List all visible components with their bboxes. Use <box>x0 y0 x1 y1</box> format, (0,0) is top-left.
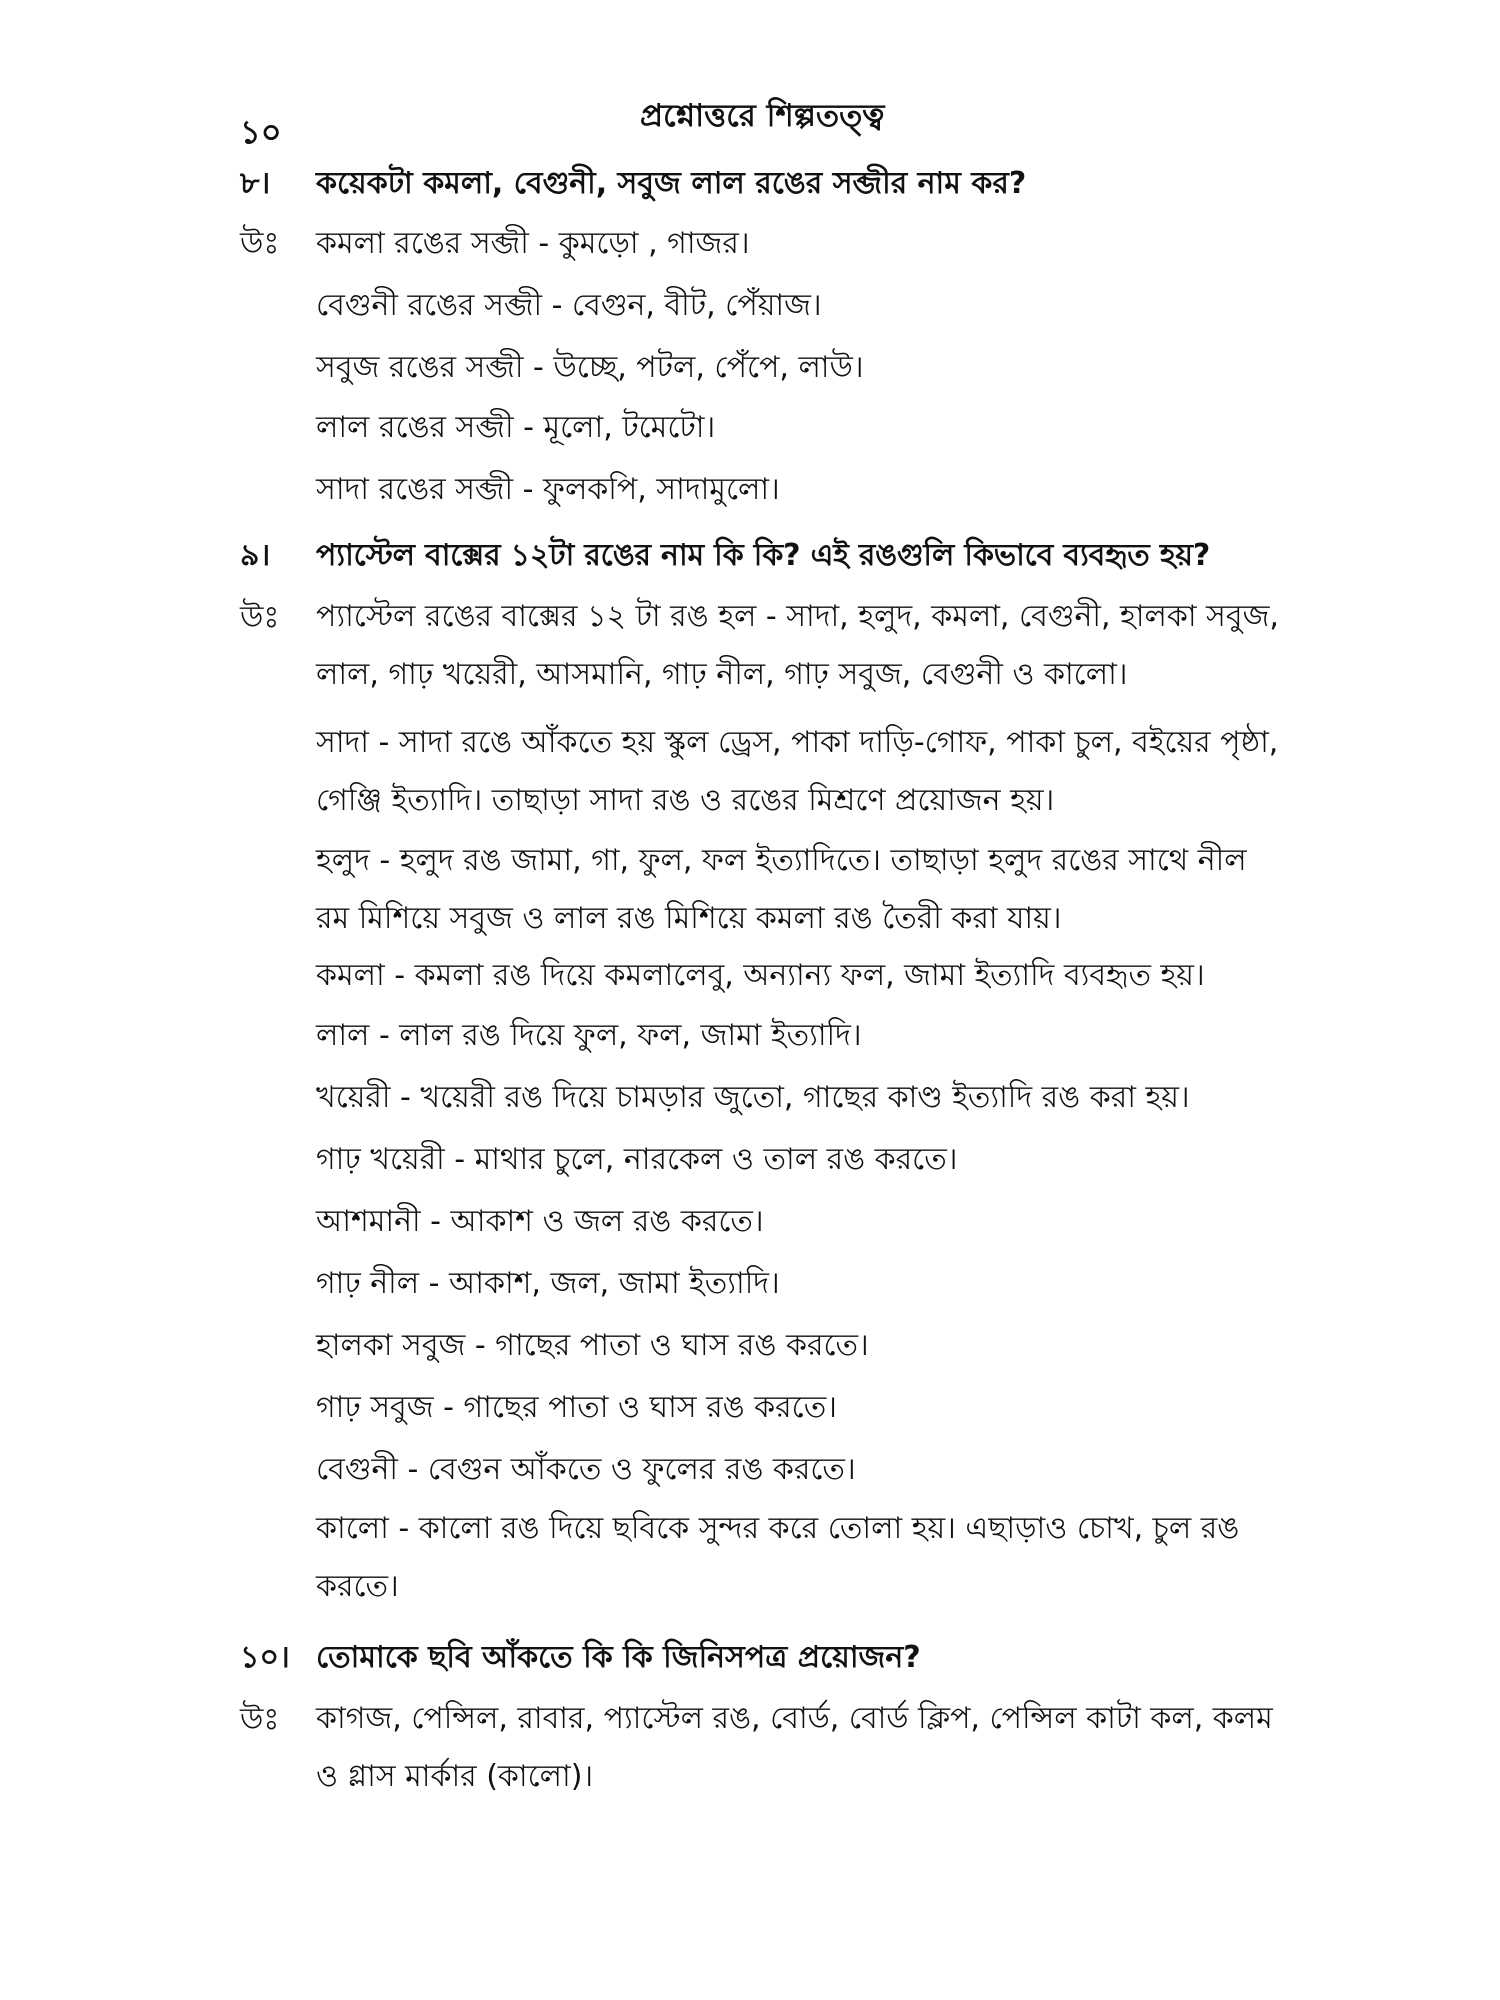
color-use-sky-blue: আশমানী - আকাশ ও জল রঙ করতে। <box>316 1204 764 1239</box>
question-number: ১০। <box>240 1640 290 1675</box>
answer-line: সাদা রঙের সব্জী - ফুলকপি, সাদামুলো। <box>316 472 780 507</box>
color-use-dark-brown: গাঢ় খয়েরী - মাথার চুলে, নারকেল ও তাল রঙ করতে। <box>316 1142 958 1177</box>
question-text: তোমাকে ছবি আঁকতে কি কি জিনিসপত্র প্রয়োজন? <box>316 1640 921 1675</box>
answer-text: কাগজ, পেন্সিল, রাবার, প্যাস্টেল রঙ, বোর্ড, বোর্ড ক্লিপ, পেন্সিল কাটা কল, কলম ও গ্লাস মার্কার (কালো)। <box>316 1701 1273 1794</box>
answer-label: উঃ <box>240 1702 280 1737</box>
question-number: ৮। <box>240 166 271 201</box>
color-use-white: সাদা - সাদা রঙে আঁকতে হয় স্কুল ড্রেস, পাকা দাড়ি-গোফ, পাকা চুল, বইয়ের পৃষ্ঠা, গেঞ্জি ইত্যাদি। তাছাড়া সাদা রঙ ও রঙের মিশ্রণে প্রয়োজন হয়। <box>316 725 1279 818</box>
color-use-dark-green: গাঢ় সবুজ - গাছের পাতা ও ঘাস রঙ করতে। <box>316 1390 837 1425</box>
color-use-black: কালো - কালো রঙ দিয়ে ছবিকে সুন্দর করে তোলা হয়। এছাড়াও চোখ, চুল রঙ করতে। <box>316 1511 1240 1604</box>
color-use-orange: কমলা - কমলা রঙ দিয়ে কমলালেবু, অন্যান্য ফল, জামা ইত্যাদি ব্যবহৃত হয়। <box>316 958 1205 993</box>
color-use-dark-blue: গাঢ় নীল - আকাশ, জল, জামা ইত্যাদি। <box>316 1266 780 1301</box>
page-number: ১০ <box>240 113 282 151</box>
color-use-light-green: হালকা সবুজ - গাছের পাতা ও ঘাস রঙ করতে। <box>316 1328 869 1363</box>
color-use-brown: খয়েরী - খয়েরী রঙ দিয়ে চামড়ার জুতো, গাছের কাণ্ড ইত্যাদি রঙ করা হয়। <box>316 1080 1190 1115</box>
question-text: কয়েকটা কমলা, বেগুনী, সবুজ লাল রঙের সব্জীর নাম কর? <box>316 166 1027 201</box>
answer-label: উঃ <box>240 226 280 261</box>
answer-line: কমলা রঙের সব্জী - কুমড়ো , গাজর। <box>316 226 750 261</box>
answer-intro: প্যাস্টেল রঙের বাক্সের ১২ টা রঙ হল - সাদা, হলুদ, কমলা, বেগুনী, হালকা সবুজ, লাল, গাঢ় খয়েরী, আসমানি, গাঢ় নীল, গাঢ় সবুজ, বেগুনী ও কালো। <box>316 599 1279 692</box>
question-number: ৯। <box>240 538 271 573</box>
question-text: প্যাস্টেল বাক্সের ১২টা রঙের নাম কি কি? এই রঙগুলি কিভাবে ব্যবহৃত হয়? <box>316 538 1211 573</box>
answer-line: লাল রঙের সব্জী - মূলো, টমেটো। <box>316 410 716 445</box>
answer-label: উঃ <box>240 600 280 635</box>
running-title: প্রশ্নোত্তরে শিল্পতত্ত্ব <box>640 98 885 134</box>
color-use-red: লাল - লাল রঙ দিয়ে ফুল, ফল, জামা ইত্যাদি। <box>316 1018 862 1053</box>
color-use-purple: বেগুনী - বেগুন আঁকতে ও ফুলের রঙ করতে। <box>316 1452 856 1487</box>
answer-line: সবুজ রঙের সব্জী - উচ্ছে, পটল, পেঁপে, লাউ। <box>316 350 864 385</box>
answer-line: বেগুনী রঙের সব্জী - বেগুন, বীট, পেঁয়াজ। <box>316 288 822 323</box>
color-use-yellow: হলুদ - হলুদ রঙ জামা, গা, ফুল, ফল ইত্যাদিতে। তাছাড়া হলুদ রঙের সাথে নীল রম মিশিয়ে সবুজ ও লাল রঙ মিশিয়ে কমলা রঙ তৈরী করা যায়। <box>316 843 1247 936</box>
